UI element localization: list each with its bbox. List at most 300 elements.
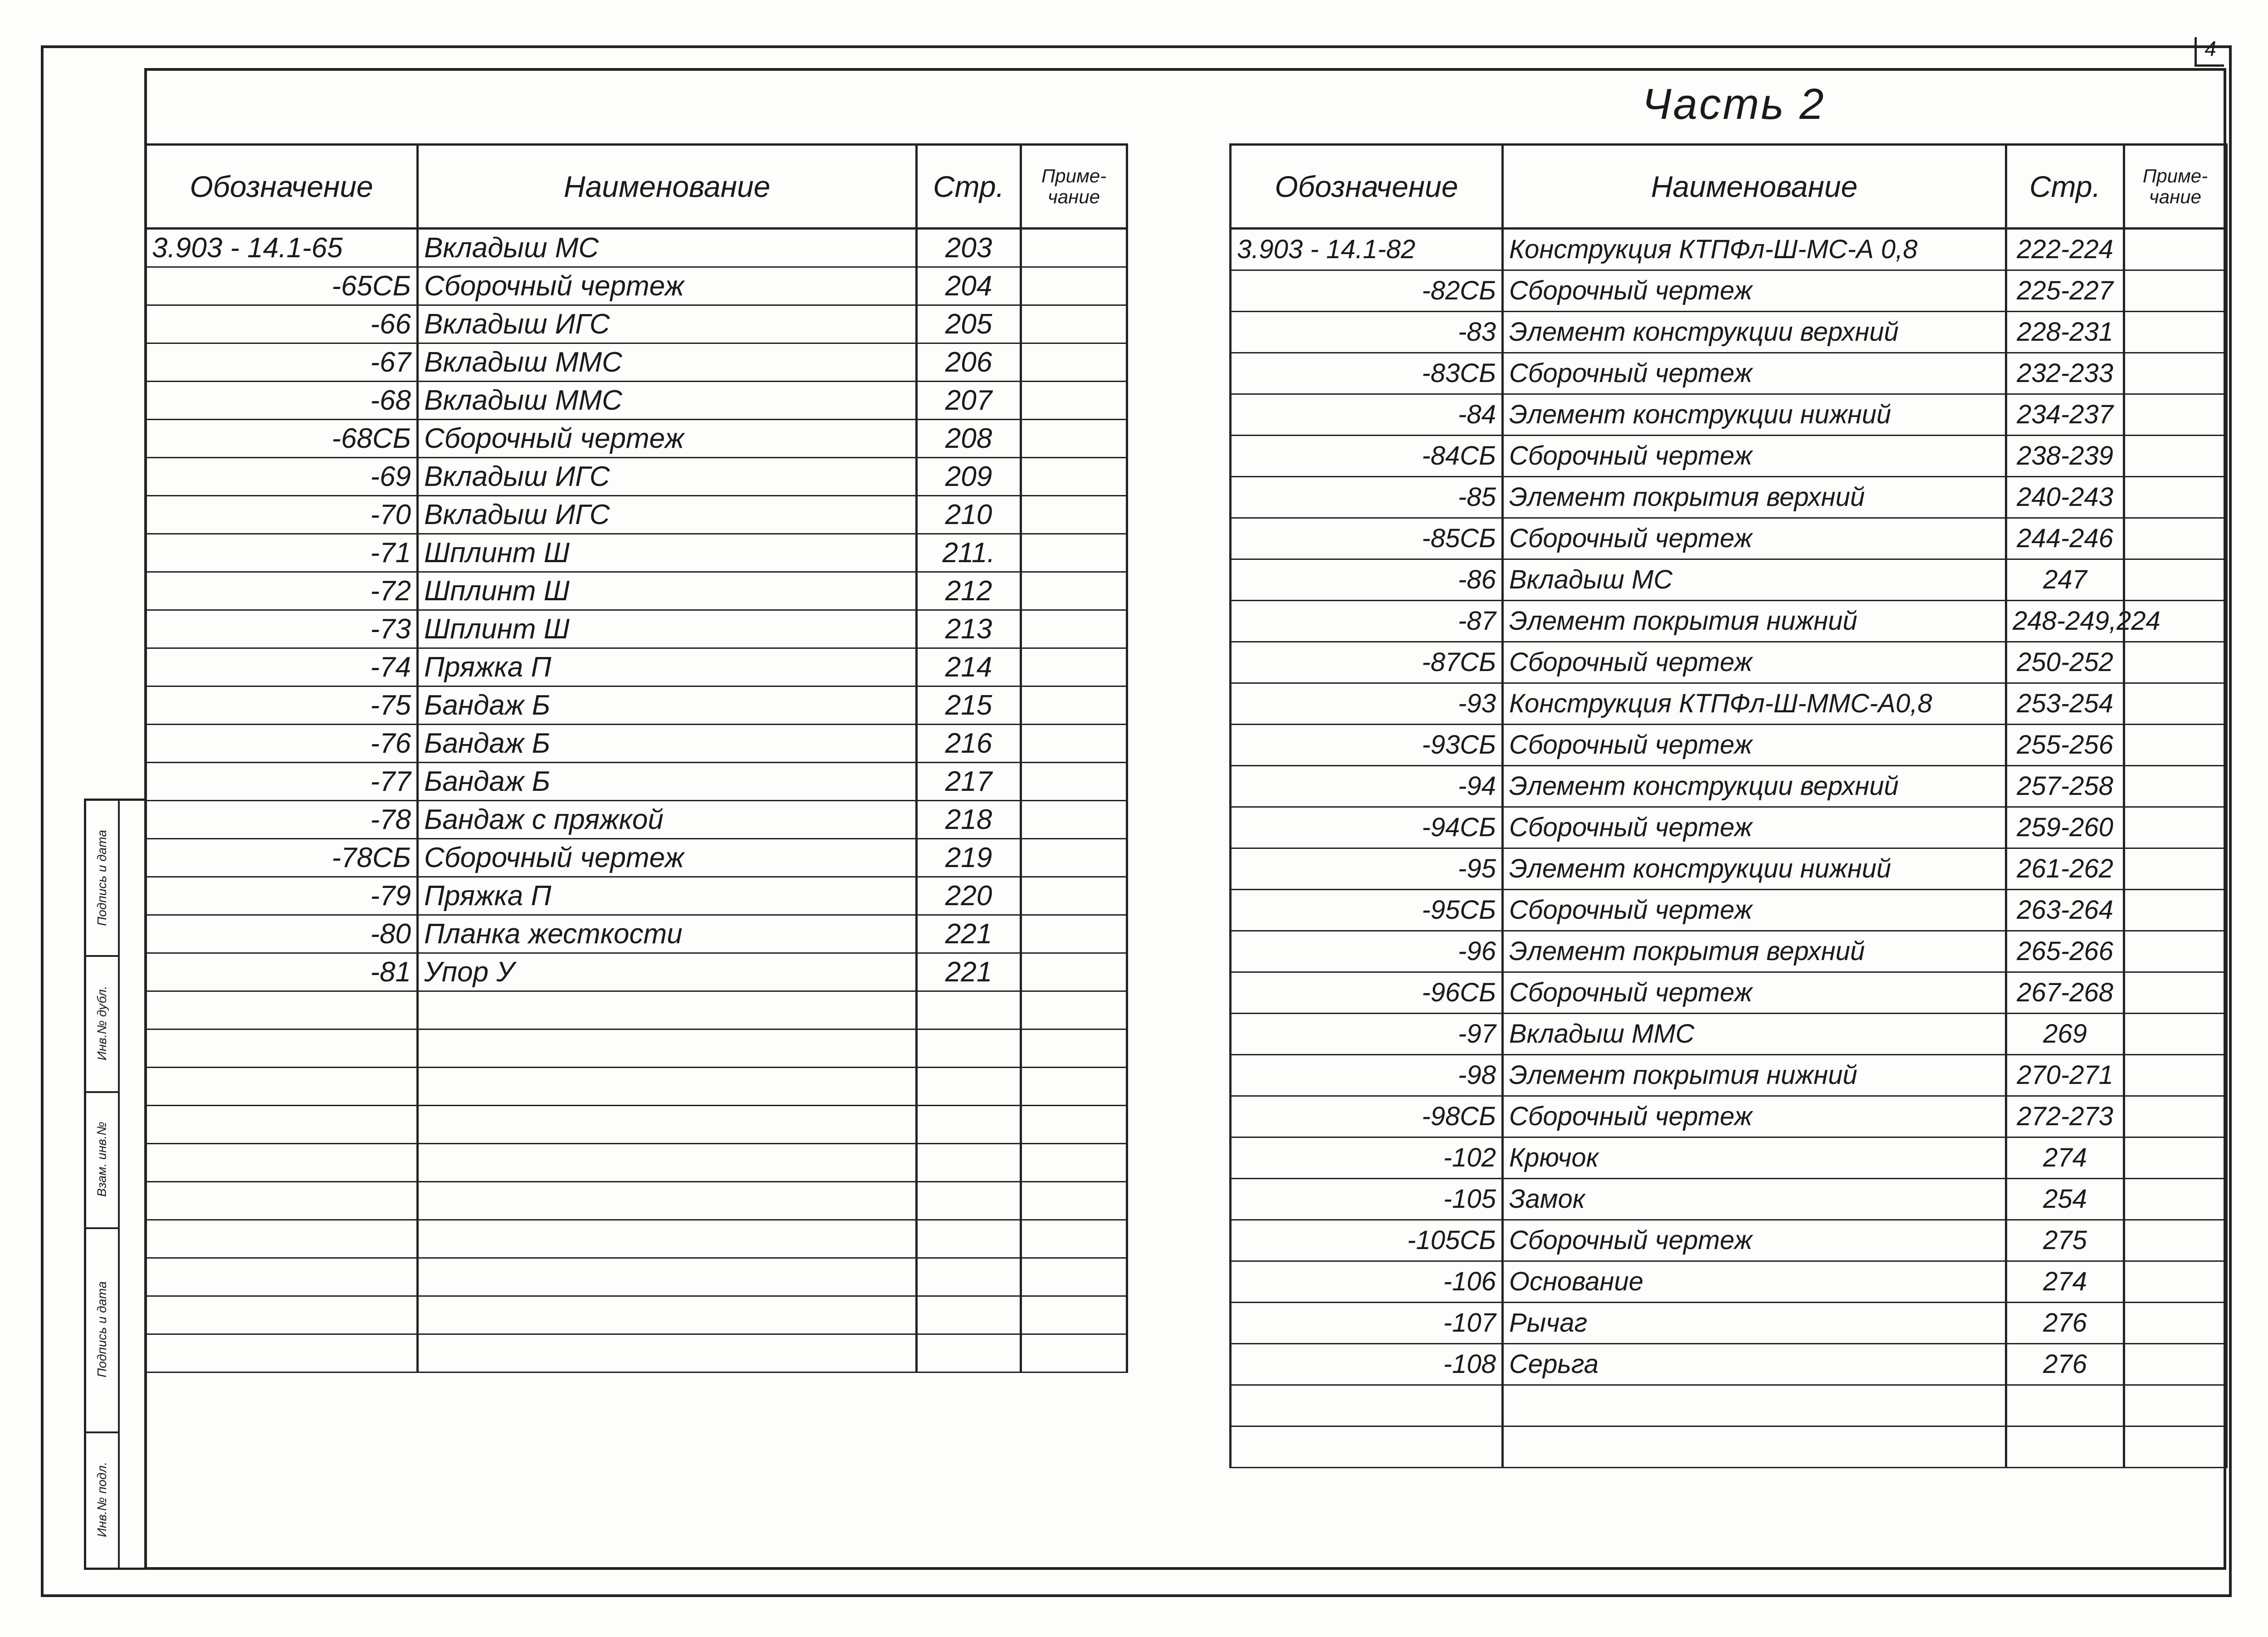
- table-row: [146, 1296, 1127, 1334]
- table-row: [1231, 683, 2227, 725]
- row-page: 221: [917, 953, 1021, 991]
- table-row: [1231, 1303, 2227, 1344]
- table-row: [1231, 1055, 2227, 1096]
- row-page: 272-273: [2006, 1096, 2124, 1137]
- row-designation: -96: [1231, 931, 1503, 972]
- row-designation: -98: [1231, 1055, 1503, 1096]
- row-page: 274: [2006, 1137, 2124, 1179]
- table-row: [1231, 601, 2227, 642]
- row-designation: -106: [1231, 1261, 1503, 1303]
- header-name: Наименование: [1503, 145, 2006, 229]
- row-name: Вкладыш ИГС: [418, 458, 917, 496]
- row-note: [1021, 610, 1127, 648]
- row-page: 240-243: [2006, 477, 2124, 518]
- row-page: 210: [917, 496, 1021, 534]
- row-designation: -79: [146, 877, 418, 915]
- row-page: [917, 1106, 1021, 1144]
- table-row: [1231, 766, 2227, 807]
- header-page: Стр.: [917, 145, 1021, 229]
- row-designation: [146, 1068, 418, 1106]
- row-designation: 3.903 - 14.1-82: [1231, 229, 1503, 270]
- row-name: Рычаг: [1503, 1303, 2006, 1344]
- row-name: Вкладыш ИГС: [418, 496, 917, 534]
- row-designation: -77: [146, 763, 418, 801]
- row-designation: -108: [1231, 1344, 1503, 1385]
- row-note: [1021, 1258, 1127, 1296]
- row-name: Сборочный чертеж: [418, 420, 917, 458]
- row-page: 267-268: [2006, 972, 2124, 1014]
- row-page: 214: [917, 648, 1021, 686]
- table-row: [146, 648, 1127, 686]
- row-page: 225-227: [2006, 270, 2124, 312]
- row-page: 263-264: [2006, 890, 2124, 931]
- table-row: [146, 763, 1127, 801]
- header-note: Приме-чание: [1021, 145, 1127, 229]
- row-page: 232-233: [2006, 353, 2124, 394]
- row-page: [917, 1220, 1021, 1258]
- row-note: [2124, 1055, 2227, 1096]
- table-header-row: [1231, 145, 2227, 229]
- table-row: [146, 572, 1127, 610]
- table-row: [146, 1068, 1127, 1106]
- table-row: [1231, 394, 2227, 436]
- row-page: 211.: [917, 534, 1021, 572]
- table-row: [1231, 559, 2227, 601]
- table-row: [1231, 931, 2227, 972]
- row-name: Сборочный чертеж: [1503, 1220, 2006, 1261]
- row-note: [1021, 305, 1127, 343]
- row-page: 216: [917, 725, 1021, 763]
- table-row: [1231, 1179, 2227, 1220]
- row-designation: -98СБ: [1231, 1096, 1503, 1137]
- row-name: Вкладыш МС: [1503, 559, 2006, 601]
- row-designation: [1231, 1426, 1503, 1468]
- row-designation: -83: [1231, 312, 1503, 353]
- row-name: Сборочный чертеж: [1503, 353, 2006, 394]
- table-row: [1231, 1385, 2227, 1426]
- left-table-body: [146, 229, 1127, 1372]
- row-designation: [1231, 1385, 1503, 1426]
- row-designation: -78СБ: [146, 839, 418, 877]
- row-name: Вкладыш ММС: [418, 343, 917, 382]
- row-note: [1021, 343, 1127, 382]
- row-note: [1021, 382, 1127, 420]
- row-page: 208: [917, 420, 1021, 458]
- row-note: [1021, 1296, 1127, 1334]
- row-name: Элемент покрытия нижний: [1503, 601, 2006, 642]
- table-row: [146, 534, 1127, 572]
- row-designation: -105: [1231, 1179, 1503, 1220]
- part-title: Часть 2: [1642, 80, 1826, 128]
- row-note: [1021, 267, 1127, 305]
- row-note: [2124, 890, 2227, 931]
- row-name: [1503, 1426, 2006, 1468]
- row-name: [418, 1296, 917, 1334]
- row-name: Элемент покрытия нижний: [1503, 1055, 2006, 1096]
- row-designation: [146, 991, 418, 1029]
- row-page: 222-224: [2006, 229, 2124, 270]
- row-page: [917, 1258, 1021, 1296]
- row-designation: -85: [1231, 477, 1503, 518]
- row-note: [2124, 725, 2227, 766]
- row-name: Бандаж с пряжкой: [418, 801, 917, 839]
- table-row: [146, 915, 1127, 953]
- row-page: 203: [917, 229, 1021, 267]
- row-note: [2124, 1303, 2227, 1344]
- table-row: [1231, 436, 2227, 477]
- table-row: [1231, 270, 2227, 312]
- table-row: [1231, 848, 2227, 890]
- row-name: [418, 1106, 917, 1144]
- row-page: 228-231: [2006, 312, 2124, 353]
- row-name: [418, 1144, 917, 1182]
- table-row: [146, 267, 1127, 305]
- table-header-row: [146, 145, 1127, 229]
- row-name: Сборочный чертеж: [1503, 725, 2006, 766]
- row-note: [2124, 353, 2227, 394]
- row-designation: -95СБ: [1231, 890, 1503, 931]
- side-stamp-label: Инв.№ подл.: [95, 1462, 109, 1537]
- row-designation: -83СБ: [1231, 353, 1503, 394]
- row-name: Сборочный чертеж: [418, 267, 917, 305]
- row-name: Сборочный чертеж: [1503, 642, 2006, 683]
- row-name: Сборочный чертеж: [1503, 972, 2006, 1014]
- row-page: [2006, 1385, 2124, 1426]
- row-note: [2124, 559, 2227, 601]
- table-row: [146, 382, 1127, 420]
- row-page: 212: [917, 572, 1021, 610]
- row-page: 276: [2006, 1303, 2124, 1344]
- row-note: [1021, 229, 1127, 267]
- table-row: [146, 1220, 1127, 1258]
- row-page: 207: [917, 382, 1021, 420]
- row-name: Шплинт Ш: [418, 610, 917, 648]
- row-note: [2124, 229, 2227, 270]
- row-note: [2124, 807, 2227, 848]
- row-page: 257-258: [2006, 766, 2124, 807]
- row-designation: -87СБ: [1231, 642, 1503, 683]
- row-note: [2124, 312, 2227, 353]
- table-row: [1231, 807, 2227, 848]
- row-designation: [146, 1144, 418, 1182]
- header-designation: Обозначение: [146, 145, 418, 229]
- row-name: Планка жесткости: [418, 915, 917, 953]
- row-note: [2124, 848, 2227, 890]
- row-note: [2124, 518, 2227, 559]
- row-designation: -65СБ: [146, 267, 418, 305]
- row-designation: -93СБ: [1231, 725, 1503, 766]
- row-page: 255-256: [2006, 725, 2124, 766]
- row-note: [1021, 1220, 1127, 1258]
- side-stamp-label: Взам. инв.№: [95, 1122, 109, 1197]
- table-row: [146, 229, 1127, 267]
- row-page: 250-252: [2006, 642, 2124, 683]
- row-name: [418, 1220, 917, 1258]
- table-row: [146, 1144, 1127, 1182]
- row-name: [1503, 1385, 2006, 1426]
- row-name: Сборочный чертеж: [1503, 807, 2006, 848]
- row-page: 248-249,224: [2006, 601, 2124, 642]
- table-row: [1231, 477, 2227, 518]
- table-row: [146, 725, 1127, 763]
- row-note: [2124, 972, 2227, 1014]
- row-page: 254: [2006, 1179, 2124, 1220]
- row-page: 274: [2006, 1261, 2124, 1303]
- table-row: [1231, 725, 2227, 766]
- row-name: Вкладыш ММС: [418, 382, 917, 420]
- table-row: [1231, 1096, 2227, 1137]
- row-designation: -82СБ: [1231, 270, 1503, 312]
- table-row: [146, 343, 1127, 382]
- row-name: Бандаж Б: [418, 763, 917, 801]
- row-page: 219: [917, 839, 1021, 877]
- row-page: 265-266: [2006, 931, 2124, 972]
- row-page: [917, 1068, 1021, 1106]
- table-row: [146, 877, 1127, 915]
- row-designation: [146, 1029, 418, 1068]
- row-page: 213: [917, 610, 1021, 648]
- row-designation: -72: [146, 572, 418, 610]
- row-designation: -70: [146, 496, 418, 534]
- row-page: 269: [2006, 1014, 2124, 1055]
- row-designation: -94: [1231, 766, 1503, 807]
- row-name: Бандаж Б: [418, 686, 917, 725]
- row-designation: -69: [146, 458, 418, 496]
- table-row: [1231, 229, 2227, 270]
- row-designation: -95: [1231, 848, 1503, 890]
- row-page: 276: [2006, 1344, 2124, 1385]
- row-note: [2124, 1220, 2227, 1261]
- table-row: [146, 420, 1127, 458]
- row-note: [1021, 496, 1127, 534]
- row-designation: 3.903 - 14.1-65: [146, 229, 418, 267]
- row-note: [1021, 534, 1127, 572]
- row-page: 247: [2006, 559, 2124, 601]
- right-table-body: [1231, 229, 2227, 1468]
- header-page: Стр.: [2006, 145, 2124, 229]
- row-name: [418, 991, 917, 1029]
- table-row: [1231, 1137, 2227, 1179]
- row-name: Конструкция КТПФл-Ш-ММС-А0,8: [1503, 683, 2006, 725]
- row-note: [1021, 1144, 1127, 1182]
- row-page: 244-246: [2006, 518, 2124, 559]
- row-designation: -107: [1231, 1303, 1503, 1344]
- row-designation: -71: [146, 534, 418, 572]
- row-designation: -80: [146, 915, 418, 953]
- table-row: [1231, 1014, 2227, 1055]
- row-designation: -67: [146, 343, 418, 382]
- row-page: 221: [917, 915, 1021, 953]
- row-page: 204: [917, 267, 1021, 305]
- row-note: [2124, 1014, 2227, 1055]
- row-note: [1021, 420, 1127, 458]
- row-name: Пряжка П: [418, 877, 917, 915]
- row-name: [418, 1258, 917, 1296]
- row-name: Сборочный чертеж: [418, 839, 917, 877]
- row-note: [2124, 1179, 2227, 1220]
- row-name: Вкладыш ИГС: [418, 305, 917, 343]
- row-page: 238-239: [2006, 436, 2124, 477]
- row-designation: -78: [146, 801, 418, 839]
- table-row: [1231, 353, 2227, 394]
- row-designation: -87: [1231, 601, 1503, 642]
- row-name: Основание: [1503, 1261, 2006, 1303]
- row-name: Бандаж Б: [418, 725, 917, 763]
- row-page: 209: [917, 458, 1021, 496]
- row-name: [418, 1334, 917, 1372]
- right-listing-table: [1229, 143, 2228, 1468]
- row-page: 218: [917, 801, 1021, 839]
- row-note: [1021, 991, 1127, 1029]
- row-designation: [146, 1182, 418, 1220]
- row-designation: -93: [1231, 683, 1503, 725]
- row-name: Серьга: [1503, 1344, 2006, 1385]
- row-designation: [146, 1220, 418, 1258]
- row-page: 206: [917, 343, 1021, 382]
- row-name: Пряжка П: [418, 648, 917, 686]
- row-designation: -105СБ: [1231, 1220, 1503, 1261]
- row-name: Сборочный чертеж: [1503, 518, 2006, 559]
- row-name: Сборочный чертеж: [1503, 890, 2006, 931]
- row-name: Упор У: [418, 953, 917, 991]
- row-note: [2124, 477, 2227, 518]
- row-designation: [146, 1258, 418, 1296]
- row-designation: -75: [146, 686, 418, 725]
- side-stamp: [84, 799, 145, 1570]
- row-name: Сборочный чертеж: [1503, 436, 2006, 477]
- row-page: 215: [917, 686, 1021, 725]
- row-designation: -84: [1231, 394, 1503, 436]
- row-note: [1021, 1334, 1127, 1372]
- row-note: [1021, 915, 1127, 953]
- row-note: [1021, 1068, 1127, 1106]
- table-row: [146, 458, 1127, 496]
- row-note: [2124, 1261, 2227, 1303]
- header-note: Приме-чание: [2124, 145, 2227, 229]
- row-designation: -66: [146, 305, 418, 343]
- left-listing-table: [144, 143, 1128, 1373]
- row-note: [1021, 686, 1127, 725]
- row-name: Вкладыш ММС: [1503, 1014, 2006, 1055]
- row-page: 270-271: [2006, 1055, 2124, 1096]
- row-page: [917, 1182, 1021, 1220]
- header-designation: Обозначение: [1231, 145, 1503, 229]
- table-row: [146, 496, 1127, 534]
- row-note: [2124, 1385, 2227, 1426]
- row-designation: -81: [146, 953, 418, 991]
- row-note: [2124, 642, 2227, 683]
- row-designation: -102: [1231, 1137, 1503, 1179]
- table-row: [1231, 518, 2227, 559]
- row-page: [917, 1296, 1021, 1334]
- table-row: [1231, 642, 2227, 683]
- row-note: [1021, 458, 1127, 496]
- row-note: [1021, 725, 1127, 763]
- row-name: Крючок: [1503, 1137, 2006, 1179]
- row-note: [1021, 763, 1127, 801]
- table-row: [146, 1182, 1127, 1220]
- table-row: [146, 686, 1127, 725]
- row-name: Конструкция КТПФл-Ш-МС-А 0,8: [1503, 229, 2006, 270]
- row-note: [2124, 1426, 2227, 1468]
- table-row: [1231, 890, 2227, 931]
- row-page: 259-260: [2006, 807, 2124, 848]
- table-row: [146, 305, 1127, 343]
- sheet-number: 4: [2195, 37, 2224, 67]
- row-designation: -86: [1231, 559, 1503, 601]
- row-designation: [146, 1106, 418, 1144]
- row-note: [2124, 683, 2227, 725]
- row-note: [2124, 1344, 2227, 1385]
- row-note: [2124, 436, 2227, 477]
- table-row: [146, 1029, 1127, 1068]
- row-designation: [146, 1334, 418, 1372]
- row-designation: -68СБ: [146, 420, 418, 458]
- table-row: [146, 839, 1127, 877]
- row-name: Элемент покрытия верхний: [1503, 931, 2006, 972]
- table-row: [146, 991, 1127, 1029]
- row-name: Шплинт Ш: [418, 534, 917, 572]
- row-note: [1021, 839, 1127, 877]
- table-row: [146, 953, 1127, 991]
- row-note: [2124, 270, 2227, 312]
- table-row: [1231, 1426, 2227, 1468]
- row-page: 253-254: [2006, 683, 2124, 725]
- row-note: [1021, 1029, 1127, 1068]
- row-name: Замок: [1503, 1179, 2006, 1220]
- row-page: [2006, 1426, 2124, 1468]
- table-row: [146, 1334, 1127, 1372]
- row-name: Элемент конструкции нижний: [1503, 848, 2006, 890]
- row-page: [917, 1144, 1021, 1182]
- row-designation: -97: [1231, 1014, 1503, 1055]
- side-stamp-label: Подпись и дата: [95, 830, 109, 926]
- row-designation: -94СБ: [1231, 807, 1503, 848]
- row-name: Элемент конструкции нижний: [1503, 394, 2006, 436]
- row-name: Элемент конструкции верхний: [1503, 312, 2006, 353]
- row-name: Вкладыш МС: [418, 229, 917, 267]
- row-page: 217: [917, 763, 1021, 801]
- row-page: 220: [917, 877, 1021, 915]
- row-note: [2124, 394, 2227, 436]
- table-row: [146, 801, 1127, 839]
- row-name: Сборочный чертеж: [1503, 1096, 2006, 1137]
- side-stamp-label: Подпись и дата: [95, 1281, 109, 1377]
- row-name: Элемент конструкции верхний: [1503, 766, 2006, 807]
- side-stamp-label: Инв.№ дубл.: [95, 985, 109, 1061]
- row-note: [1021, 572, 1127, 610]
- row-page: [917, 1334, 1021, 1372]
- row-page: [917, 991, 1021, 1029]
- row-note: [1021, 1182, 1127, 1220]
- row-note: [1021, 877, 1127, 915]
- row-designation: [146, 1296, 418, 1334]
- row-page: 205: [917, 305, 1021, 343]
- row-note: [2124, 1137, 2227, 1179]
- table-row: [1231, 972, 2227, 1014]
- table-row: [146, 610, 1127, 648]
- table-row: [146, 1106, 1127, 1144]
- row-designation: -68: [146, 382, 418, 420]
- row-name: Сборочный чертеж: [1503, 270, 2006, 312]
- row-note: [2124, 766, 2227, 807]
- row-designation: -74: [146, 648, 418, 686]
- row-designation: -84СБ: [1231, 436, 1503, 477]
- table-row: [1231, 1344, 2227, 1385]
- row-designation: -76: [146, 725, 418, 763]
- row-note: [1021, 648, 1127, 686]
- row-name: Шплинт Ш: [418, 572, 917, 610]
